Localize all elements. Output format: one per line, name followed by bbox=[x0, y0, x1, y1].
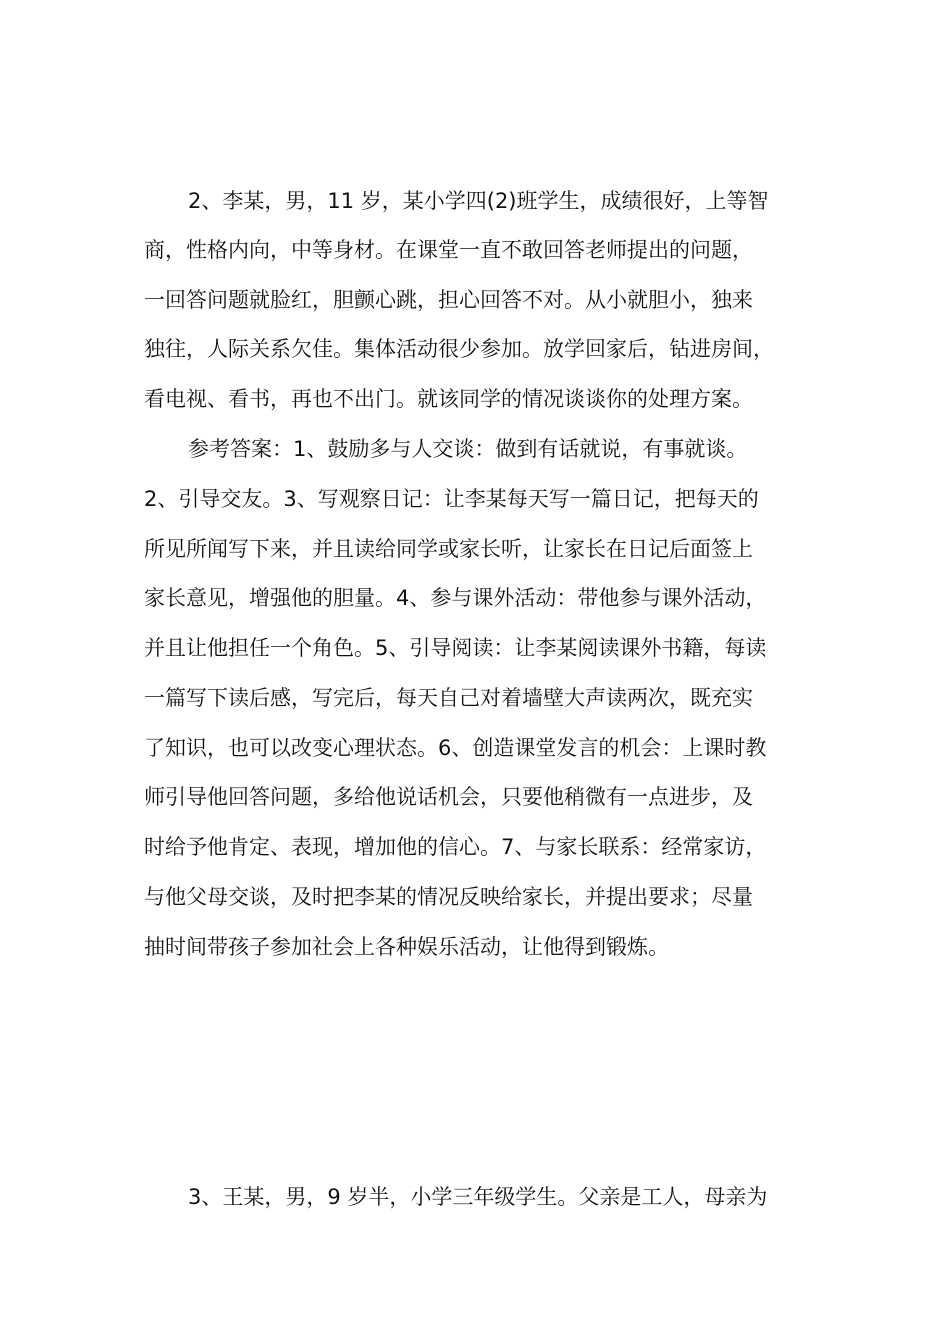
answer-line-10: 与他父母交谈，及时把李某的情况反映给家长，并提出要求；尽量 bbox=[144, 885, 753, 909]
answer-line-7: 了知识，也可以改变心理状态。6、创造课堂发言的机会：上课时教 bbox=[144, 736, 767, 760]
question-3-line-1: 3、王某，男，9 岁半，小学三年级学生。父亲是工人，母亲为 bbox=[188, 1185, 768, 1209]
answer-line-2: 2、引导交友。3、写观察日记：让李某每天写一篇日记，把每天的 bbox=[144, 487, 759, 511]
answer-line-5: 并且让他担任一个角色。5、引导阅读：让李某阅读课外书籍，每读 bbox=[144, 636, 767, 660]
question-2-line-4: 独往，人际关系欠佳。集体活动很少参加。放学回家后，钻进房间， bbox=[144, 337, 774, 361]
question-2-line-3: 一回答问题就脸红，胆颤心跳，担心回答不对。从小就胆小，独来 bbox=[144, 288, 753, 312]
answer-line-6: 一篇写下读后感，写完后，每天自己对着墙壁大声读两次，既充实 bbox=[144, 686, 753, 710]
answer-line-4: 家长意见，增强他的胆量。4、参与课外活动：带他参与课外活动， bbox=[144, 586, 767, 610]
answer-line-8: 师引导他回答问题，多给他说话机会，只要他稍微有一点进步，及 bbox=[144, 785, 753, 809]
answer-line-11: 抽时间带孩子参加社会上各种娱乐活动，让他得到锻炼。 bbox=[144, 935, 669, 959]
question-2-line-2: 商，性格内向，中等身材。在课堂一直不敢回答老师提出的问题， bbox=[144, 238, 753, 262]
answer-line-3: 所见所闻写下来，并且读给同学或家长听，让家长在日记后面签上 bbox=[144, 537, 753, 561]
answer-line-1: 参考答案：1、鼓励多与人交谈：做到有话就说，有事就谈。 bbox=[188, 437, 748, 461]
question-2-line-5: 看电视、看书，再也不出门。就该同学的情况谈谈你的处理方案。 bbox=[144, 387, 753, 411]
question-2-line-1: 2、李某，男，11 岁，某小学四(2)班学生，成绩很好，上等智 bbox=[188, 189, 769, 213]
answer-line-9: 时给予他肯定、表现，增加他的信心。7、与家长联系：经常家访， bbox=[144, 835, 767, 859]
